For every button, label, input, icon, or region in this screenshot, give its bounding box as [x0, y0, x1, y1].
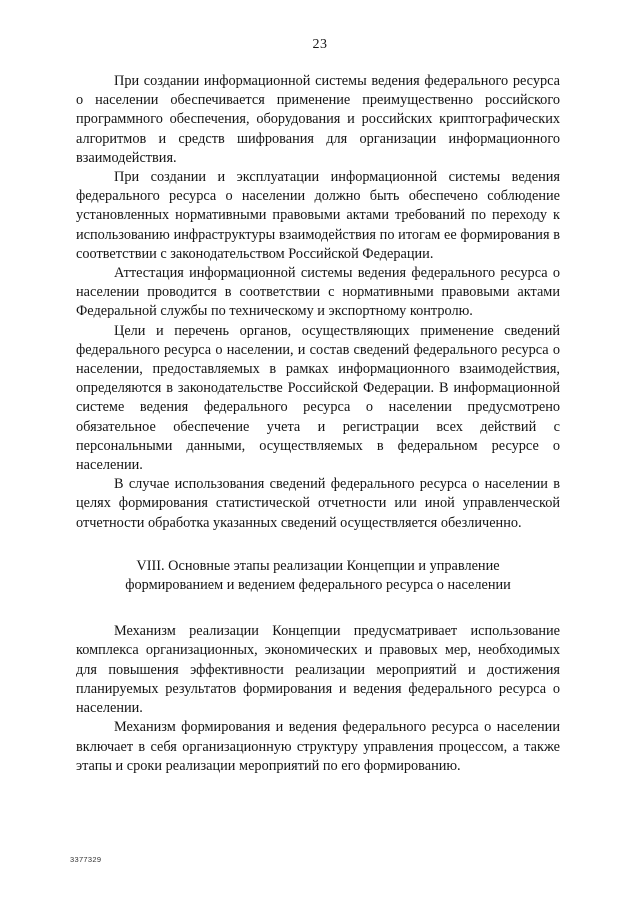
section-heading-line-2: формированием и ведением федерального ресурса о населении — [125, 577, 511, 594]
paragraph-software: При создании информационной системы ведения федерального ресурса о населении обеспечивается применение преимущественно российского программного обеспечения, оборудования и российских криптографических алгоритмов и средств шифрования для организации информационного взаимодействия. — [76, 73, 560, 166]
paragraph-formation-mechanism: Механизм формирования и ведения федерального ресурса о населении включает в себя организационную структуру управления процессом, а также этапы и сроки реализации мероприятий по его формированию. — [76, 719, 560, 774]
paragraph-infrastructure: При создании и эксплуатации информационной системы ведения федерального ресурса о населении должно быть обеспечено соблюдение установленных нормативными правовыми актами требований по переходу к использованию инфраструктуры взаимодействия по итогам ее формирования в соответствии с законодательством Российской Федерации. — [76, 169, 560, 262]
document-body — [76, 72, 560, 776]
paragraph-statistics: В случае использования сведений федерального ресурса о населении в целях формирования статистической отчетности или иной управленческой отчетности обработка указанных сведений осуществляется обезличенно. — [76, 476, 560, 531]
paragraph-goals: Цели и перечень органов, осуществляющих применение сведений федерального ресурса о населении, и состав сведений федерального ресурса о населении, предоставляемых в рамках информационного взаимодействия, определяются в законодательстве Российской Федерации. В информационной системе ведения федерального ресурса о населении предусмотрено обязательное обеспечение учета и регистрации всех действий с персональными данными, осуществляемых в федеральном ресурсе о населении. — [76, 322, 560, 474]
paragraph-mechanism: Механизм реализации Концепции предусматривает использование комплекса организационных, экономических и правовых мер, необходимых для повышения эффективности реализации мероприятий и достижения планируемых результатов формирования и ведения федерального ресурса о населении. — [76, 623, 560, 717]
page-number: 23 — [312, 37, 328, 52]
section-heading-line-1: VIII. Основные этапы реализации Концепции и управление — [136, 557, 500, 574]
paragraph-attestation: Аттестация информационной системы ведения федерального ресурса о населении проводится в соответствии с нормативными правовыми актами Федеральной службы по техническому и экспортному контролю. — [76, 265, 560, 320]
document-code: 3377329 — [70, 855, 102, 864]
section-heading — [76, 557, 560, 595]
